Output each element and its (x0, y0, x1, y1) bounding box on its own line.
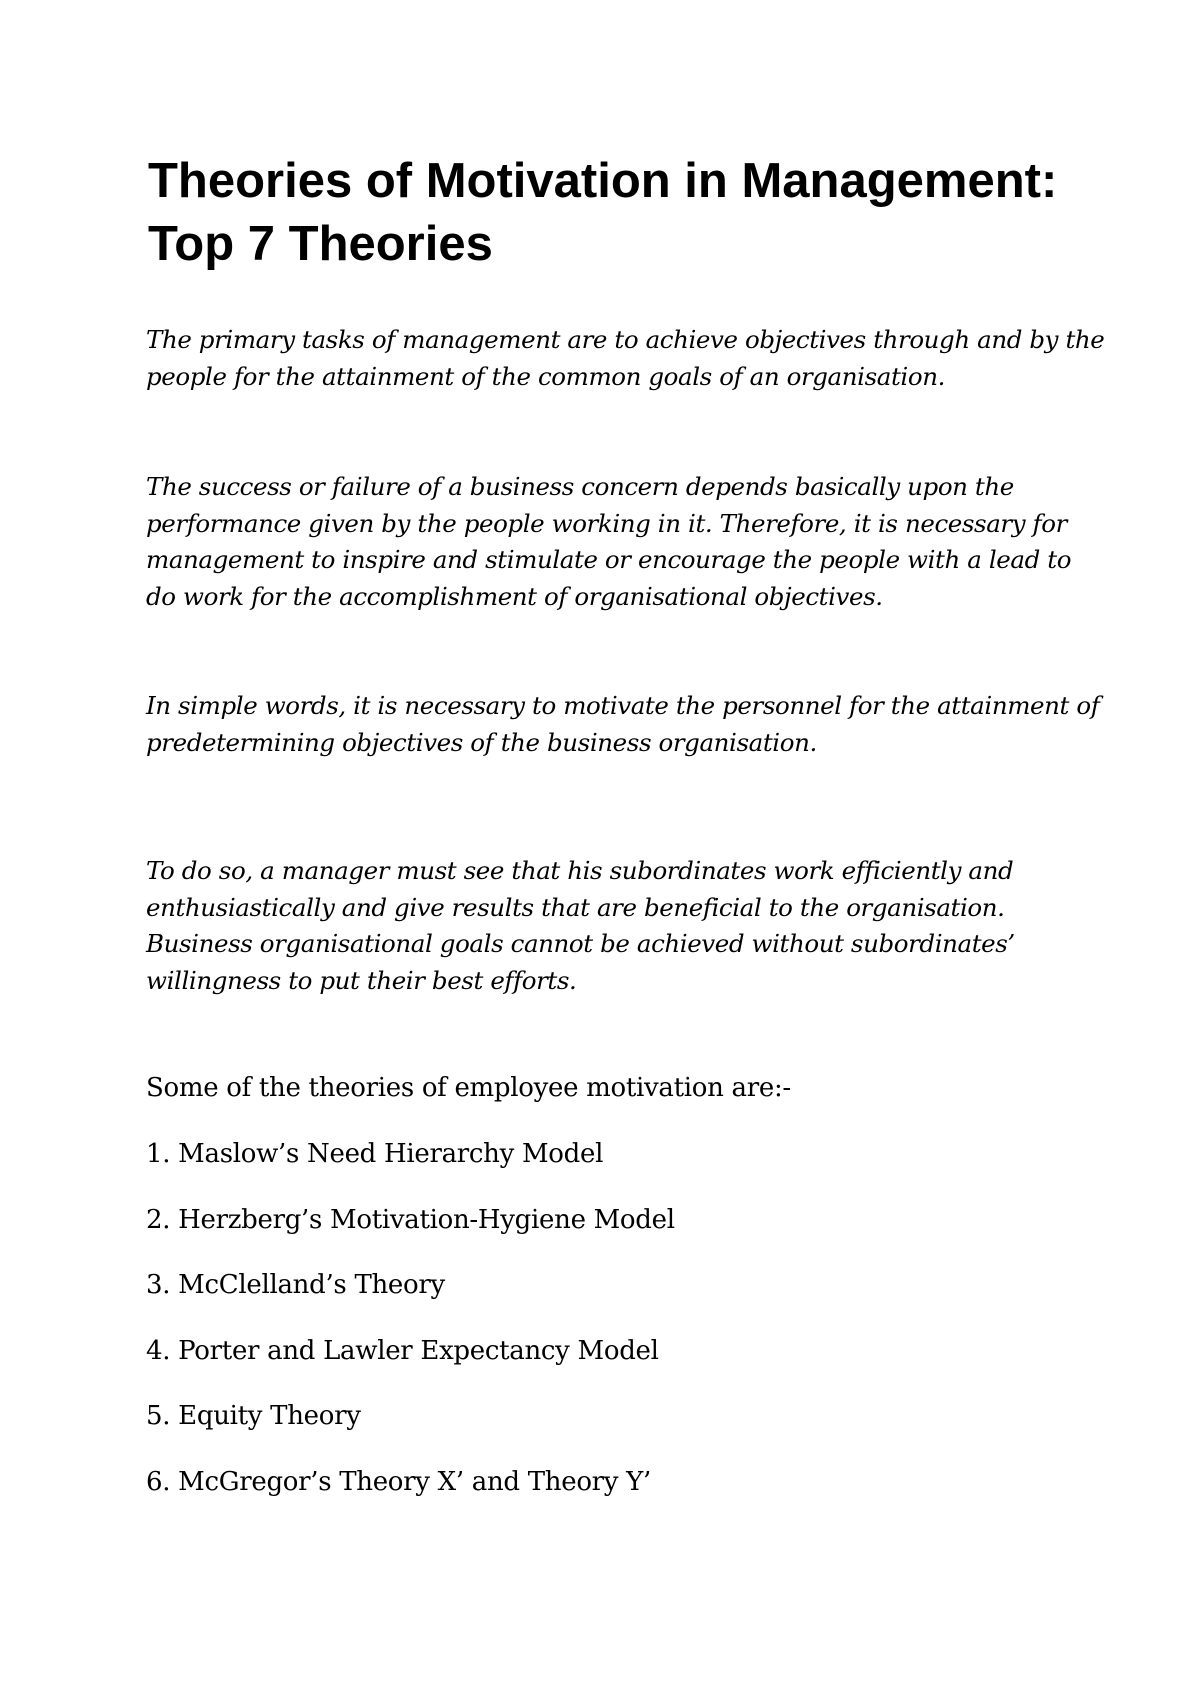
list-item: 5. Equity Theory (146, 1401, 361, 1432)
paragraph-manager-role: To do so, a manager must see that his subordinates work efficiently and enthusiastically and give results that are beneficial to the organisation. Business organisational goals cannot be achieved without subordinates’ willingness to put their best efforts. (146, 856, 1015, 996)
document-title: Theories of Motivation in Management: Top 7 Theories (148, 154, 1058, 271)
paragraph-business-success: The success or failure of a business concern depends basically upon the performance given by the people working in it. Therefore, it is necessary for management to inspire and stimulate or encourage the people with a lead to do work for the accomplishment of organisational objectives. (146, 472, 1072, 612)
paragraph-management-tasks: The primary tasks of management are to achieve objectives through and by the people for the attainment of the common goals of an organisation. (146, 325, 1105, 391)
list-item: 1. Maslow’s Need Hierarchy Model (146, 1139, 604, 1169)
list-item: 2. Herzberg’s Motivation-Hygiene Model (146, 1204, 675, 1235)
list-item: 3. McClelland’s Theory (146, 1270, 445, 1301)
list-item: 6. McGregor’s Theory X’ and Theory Y’ (146, 1466, 651, 1497)
paragraph-motivate-personnel: In simple words, it is necessary to motivate the personnel for the attainment of predetermining objectives of the business organisation. (146, 691, 1100, 757)
theory-list (146, 1136, 1106, 1530)
list-item: 4. Porter and Lawler Expectancy Model (146, 1335, 659, 1366)
list-intro: Some of the theories of employee motivation are:- (146, 1073, 791, 1103)
